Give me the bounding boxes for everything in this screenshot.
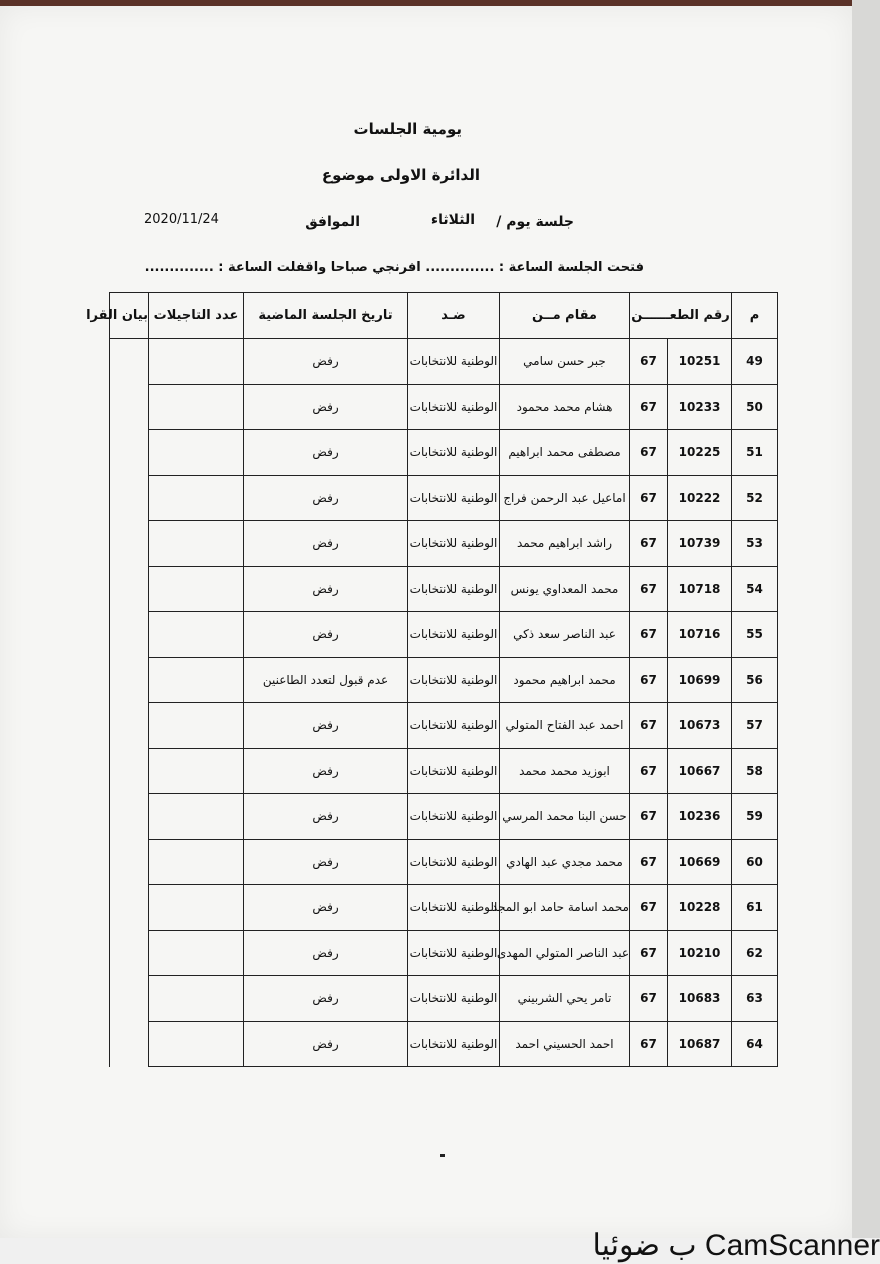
col-decision: بيان القرا	[110, 293, 149, 339]
table-row	[110, 839, 778, 885]
defendant: الوطنية للانتخابات	[408, 885, 500, 931]
row-number: 58	[732, 748, 778, 794]
plaintiff-name: هشام محمد محمود	[500, 384, 630, 430]
appeal-number: 10669	[668, 839, 732, 885]
table-row	[110, 794, 778, 840]
table-header-row	[110, 293, 778, 339]
decision-statement	[110, 566, 149, 612]
plaintiff-name: احمد الحسيني احمد	[500, 1021, 630, 1067]
appeal-year: 67	[630, 930, 668, 976]
decision-statement	[110, 703, 149, 749]
appeal-number: 10210	[668, 930, 732, 976]
last-session-decision: رفض	[244, 339, 408, 385]
appeal-number: 10225	[668, 430, 732, 476]
col-appeal-number: رقم الطعــــــن	[630, 293, 732, 339]
session-date: 2020/11/24	[144, 212, 219, 227]
appeal-year: 67	[630, 794, 668, 840]
last-session-decision: رفض	[244, 430, 408, 476]
last-session-decision: رفض	[244, 885, 408, 931]
opening-line: فتحت الجلسة الساعة : .............. افرنجي صباحا واقفلت الساعة : ..............	[144, 260, 644, 275]
defendant: الوطنية للانتخابات	[408, 657, 500, 703]
page-title: يومية الجلسات	[353, 120, 462, 138]
decision-statement	[110, 475, 149, 521]
decision-statement	[110, 885, 149, 931]
corresponding-label: الموافق	[305, 214, 360, 230]
row-number: 61	[732, 885, 778, 931]
appeal-number: 10222	[668, 475, 732, 521]
postponements-count	[149, 839, 244, 885]
appeal-number: 10228	[668, 885, 732, 931]
row-number: 64	[732, 1021, 778, 1067]
decision-statement	[110, 612, 149, 658]
appeal-number: 10718	[668, 566, 732, 612]
row-number: 55	[732, 612, 778, 658]
postponements-count	[149, 430, 244, 476]
plaintiff-name: تامر يحي الشربيني	[500, 976, 630, 1022]
decision-statement	[110, 839, 149, 885]
appeal-number: 10699	[668, 657, 732, 703]
defendant: الوطنية للانتخابات	[408, 566, 500, 612]
plaintiff-name: احمد عبد الفتاح المتولي	[500, 703, 630, 749]
appeal-number: 10683	[668, 976, 732, 1022]
defendant: الوطنية للانتخابات	[408, 430, 500, 476]
row-number: 60	[732, 839, 778, 885]
appeal-year: 67	[630, 384, 668, 430]
row-number: 57	[732, 703, 778, 749]
postponements-count	[149, 566, 244, 612]
decision-statement	[110, 976, 149, 1022]
row-number: 62	[732, 930, 778, 976]
table-row	[110, 930, 778, 976]
appeal-year: 67	[630, 885, 668, 931]
postponements-count	[149, 703, 244, 749]
table-row	[110, 521, 778, 567]
decision-statement	[110, 339, 149, 385]
plaintiff-name: محمد مجدي عبد الهادي	[500, 839, 630, 885]
decision-statement	[110, 521, 149, 567]
appeal-year: 67	[630, 475, 668, 521]
postponements-count	[149, 748, 244, 794]
decision-statement	[110, 1021, 149, 1067]
last-session-decision: رفض	[244, 475, 408, 521]
appeal-year: 67	[630, 430, 668, 476]
appeal-year: 67	[630, 976, 668, 1022]
postponements-count	[149, 475, 244, 521]
row-number: 52	[732, 475, 778, 521]
sessions-table	[86, 292, 778, 1067]
defendant: الوطنية للانتخابات	[408, 748, 500, 794]
appeal-year: 67	[630, 839, 668, 885]
table-row	[110, 885, 778, 931]
row-number: 50	[732, 384, 778, 430]
plaintiff-name: راشد ابراهيم محمد	[500, 521, 630, 567]
plaintiff-name: جبر حسن سامي	[500, 339, 630, 385]
appeal-year: 67	[630, 748, 668, 794]
appeal-number: 10687	[668, 1021, 732, 1067]
postponements-count	[149, 339, 244, 385]
postponements-count	[149, 976, 244, 1022]
plaintiff-name: عبد الناصر سعد ذكي	[500, 612, 630, 658]
appeal-number: 10716	[668, 612, 732, 658]
row-number: 56	[732, 657, 778, 703]
last-session-decision: رفض	[244, 748, 408, 794]
row-number: 51	[732, 430, 778, 476]
appeal-number: 10233	[668, 384, 732, 430]
row-number: 49	[732, 339, 778, 385]
appeal-year: 67	[630, 521, 668, 567]
col-m: م	[732, 293, 778, 339]
appeal-number: 10673	[668, 703, 732, 749]
last-session-decision: رفض	[244, 930, 408, 976]
defendant: الوطنية للانتخابات	[408, 1021, 500, 1067]
plaintiff-name: ابوزيد محمد محمد	[500, 748, 630, 794]
postponements-count	[149, 1021, 244, 1067]
row-number: 53	[732, 521, 778, 567]
decision-statement	[110, 794, 149, 840]
table-row	[110, 976, 778, 1022]
appeal-number: 10667	[668, 748, 732, 794]
last-session-decision: رفض	[244, 703, 408, 749]
table-row	[110, 384, 778, 430]
table-row	[110, 612, 778, 658]
plaintiff-name: اماعيل عبد الرحمن فراج	[500, 475, 630, 521]
appeal-number: 10236	[668, 794, 732, 840]
postponements-count	[149, 930, 244, 976]
table-row	[110, 566, 778, 612]
postponements-count	[149, 885, 244, 931]
table-row	[110, 748, 778, 794]
row-number: 63	[732, 976, 778, 1022]
appeal-number: 10251	[668, 339, 732, 385]
col-postponements: عدد التاجيلات	[149, 293, 244, 339]
appeal-year: 67	[630, 657, 668, 703]
last-session-decision: رفض	[244, 976, 408, 1022]
last-session-decision: رفض	[244, 521, 408, 567]
appeal-year: 67	[630, 339, 668, 385]
plaintiff-name: حسن البنا محمد المرسي	[500, 794, 630, 840]
table-row	[110, 1021, 778, 1067]
defendant: الوطنية للانتخابات	[408, 794, 500, 840]
table-row	[110, 703, 778, 749]
defendant: الوطنية للانتخابات	[408, 839, 500, 885]
defendant: الوطنية للانتخابات	[408, 521, 500, 567]
defendant: الوطنية للانتخابات	[408, 976, 500, 1022]
postponements-count	[149, 384, 244, 430]
col-last-session: تاريخ الجلسة الماضية	[244, 293, 408, 339]
table-row	[110, 339, 778, 385]
postponements-count	[149, 521, 244, 567]
last-session-decision: رفض	[244, 566, 408, 612]
col-plaintiff: مقام مــن	[500, 293, 630, 339]
plaintiff-name: مصطفى محمد ابراهيم	[500, 430, 630, 476]
appeal-year: 67	[630, 1021, 668, 1067]
appeal-year: 67	[630, 566, 668, 612]
col-against: ضـد	[408, 293, 500, 339]
page-mark	[440, 1154, 445, 1157]
last-session-decision: عدم قبول لتعدد الطاعنين	[244, 657, 408, 703]
table-row	[110, 475, 778, 521]
decision-statement	[110, 748, 149, 794]
right-edge	[852, 0, 880, 1238]
appeal-year: 67	[630, 703, 668, 749]
decision-statement	[110, 384, 149, 430]
defendant: الوطنية للانتخابات	[408, 384, 500, 430]
defendant: الوطنية للانتخابات	[408, 612, 500, 658]
defendant: الوطنية للانتخابات	[408, 475, 500, 521]
table-row	[110, 657, 778, 703]
appeal-year: 67	[630, 612, 668, 658]
postponements-count	[149, 657, 244, 703]
defendant: الوطنية للانتخابات	[408, 930, 500, 976]
last-session-decision: رفض	[244, 384, 408, 430]
session-label: جلسة يوم /	[496, 214, 574, 230]
postponements-count	[149, 794, 244, 840]
decision-statement	[110, 657, 149, 703]
last-session-decision: رفض	[244, 612, 408, 658]
row-number: 54	[732, 566, 778, 612]
plaintiff-name: عبد الناصر المتولي المهدى	[500, 930, 630, 976]
circuit-title: الدائرة الاولى موضوع	[321, 166, 480, 184]
row-number: 59	[732, 794, 778, 840]
last-session-decision: رفض	[244, 794, 408, 840]
postponements-count	[149, 612, 244, 658]
last-session-decision: رفض	[244, 1021, 408, 1067]
table-row	[110, 430, 778, 476]
plaintiff-name: محمد اسامة حامد ابو المجد	[500, 885, 630, 931]
defendant: الوطنية للانتخابات	[408, 339, 500, 385]
appeal-number: 10739	[668, 521, 732, 567]
plaintiff-name: محمد المعداوي يونس	[500, 566, 630, 612]
plaintiff-name: محمد ابراهيم محمود	[500, 657, 630, 703]
defendant: الوطنية للانتخابات	[408, 703, 500, 749]
camscanner-watermark: CamScanner ب ضوئيا	[592, 1229, 880, 1262]
session-day: الثلاثاء	[430, 212, 475, 228]
last-session-decision: رفض	[244, 839, 408, 885]
decision-statement	[110, 930, 149, 976]
decision-statement	[110, 430, 149, 476]
